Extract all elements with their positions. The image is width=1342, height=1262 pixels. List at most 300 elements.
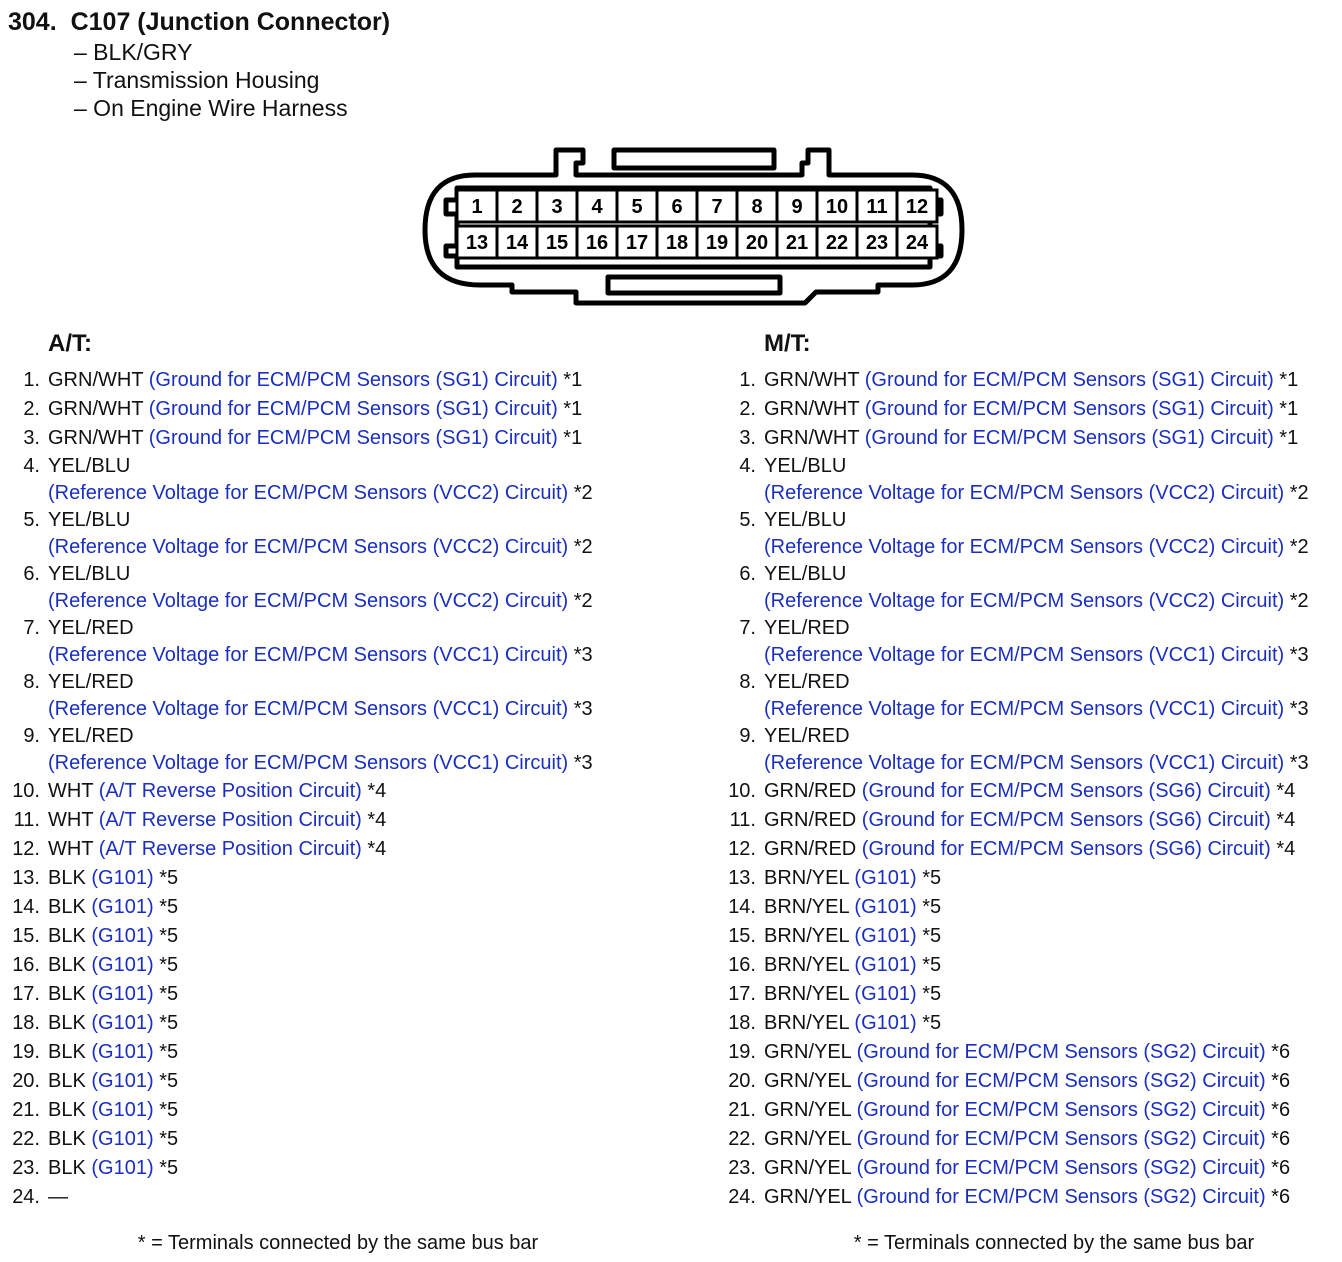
pin-number: 5.: [739, 509, 756, 531]
pin-row: [724, 893, 1342, 922]
pin-number: 4.: [739, 455, 756, 477]
pin-number: 15.: [12, 925, 40, 947]
terminal-cavity: [617, 226, 657, 258]
bus-bar-note: *1: [563, 427, 583, 449]
pin-row: [724, 424, 1342, 453]
circuit-description: (Reference Voltage for ECM/PCM Sensors (VCC2) Circuit): [764, 590, 1285, 612]
bus-bar-note: *5: [159, 954, 179, 976]
wire-color: BRN/YEL: [764, 954, 849, 976]
pin-number: 21.: [12, 1099, 40, 1121]
pin-number: 10.: [12, 780, 40, 802]
pin-row: [724, 1096, 1342, 1125]
pin-number: 12.: [728, 838, 756, 860]
bus-bar-note: *5: [159, 983, 179, 1005]
circuit-description: (G101): [854, 867, 917, 889]
pin-row: [8, 561, 658, 615]
pin-row: [8, 1125, 658, 1154]
circuit-description: (Reference Voltage for ECM/PCM Sensors (VCC2) Circuit): [48, 536, 569, 558]
wire-color: GRN/YEL: [764, 1128, 852, 1150]
circuit-description: (Ground for ECM/PCM Sensors (SG1) Circuit): [148, 427, 558, 449]
wire-color: YEL/BLU: [48, 563, 131, 585]
wire-color: GRN/YEL: [764, 1070, 852, 1092]
wire-color: BRN/YEL: [764, 925, 849, 947]
wire-color: YEL/BLU: [48, 455, 131, 477]
pin-number: 23.: [728, 1157, 756, 1179]
bus-bar-note: *5: [922, 925, 942, 947]
circuit-description: (Reference Voltage for ECM/PCM Sensors (VCC1) Circuit): [764, 644, 1285, 666]
bus-bar-note: *6: [1271, 1099, 1291, 1121]
pin-row: [724, 561, 1342, 615]
bus-bar-note: *3: [573, 644, 593, 666]
wire-color: GRN/YEL: [764, 1157, 852, 1179]
pin-row: [724, 922, 1342, 951]
terminal-number: 13: [465, 232, 489, 254]
terminal-number: 24: [905, 232, 929, 254]
wire-color: WHT: [48, 838, 94, 860]
terminal-number: 1: [471, 196, 483, 218]
wire-color: GRN/YEL: [764, 1186, 852, 1208]
pin-number: 17.: [12, 983, 40, 1005]
wire-color: WHT: [48, 809, 94, 831]
pin-number: 19.: [728, 1041, 756, 1063]
pin-number: 24.: [12, 1186, 40, 1208]
terminal-cavity: [537, 190, 577, 222]
circuit-description: (Reference Voltage for ECM/PCM Sensors (VCC2) Circuit): [764, 536, 1285, 558]
pin-number: 2.: [23, 398, 40, 420]
pin-row: [8, 893, 658, 922]
pin-row: [724, 980, 1342, 1009]
pin-row: [724, 1154, 1342, 1183]
terminal-number: 8: [751, 196, 763, 218]
circuit-description: (G101): [91, 896, 154, 918]
mt-heading: M/T:: [764, 330, 811, 357]
wire-color: BLK: [48, 1012, 86, 1034]
pin-number: 9.: [23, 725, 40, 747]
wire-color: GRN/RED: [764, 838, 857, 860]
circuit-description: (G101): [854, 1012, 917, 1034]
terminal-number: 19: [705, 232, 729, 254]
terminal-cavity: [777, 226, 817, 258]
terminal-number: 5: [631, 196, 643, 218]
terminal-cavity: [457, 226, 497, 258]
pin-number: 7.: [739, 617, 756, 639]
location-detail: – Transmission Housing: [74, 67, 320, 93]
pin-row: [8, 1038, 658, 1067]
bus-bar-note: *4: [1276, 838, 1296, 860]
circuit-description: (Reference Voltage for ECM/PCM Sensors (VCC2) Circuit): [764, 482, 1285, 504]
wire-color: BRN/YEL: [764, 983, 849, 1005]
wire-color: BLK: [48, 1070, 86, 1092]
circuit-description: (G101): [91, 1157, 154, 1179]
terminal-number: 12: [905, 196, 929, 218]
pin-row: [8, 366, 658, 395]
terminal-cavity: [537, 226, 577, 258]
bus-bar-note: *2: [1289, 590, 1309, 612]
terminal-number: 9: [791, 196, 803, 218]
bus-bar-note: *2: [1289, 482, 1309, 504]
terminal-cavity: [737, 226, 777, 258]
circuit-description: (G101): [854, 896, 917, 918]
bus-bar-note: *6: [1271, 1186, 1291, 1208]
terminal-cavity: [857, 190, 897, 222]
circuit-description: (Ground for ECM/PCM Sensors (SG1) Circuit): [148, 398, 558, 420]
pin-number: 14.: [728, 896, 756, 918]
pin-row: [724, 777, 1342, 806]
pin-number: 12.: [12, 838, 40, 860]
pin-row: [724, 1067, 1342, 1096]
harness-detail: – On Engine Wire Harness: [74, 95, 348, 121]
pin-number: 4.: [23, 455, 40, 477]
pin-row: [8, 1096, 658, 1125]
bus-bar-note: *5: [922, 983, 942, 1005]
bus-bar-note: *5: [159, 1157, 179, 1179]
connector-name: C107 (Junction Connector): [70, 8, 391, 36]
terminal-number: 22: [825, 232, 849, 254]
circuit-description: (Reference Voltage for ECM/PCM Sensors (VCC1) Circuit): [764, 698, 1285, 720]
circuit-description: (G101): [91, 954, 154, 976]
mt-pin-list: [724, 366, 1342, 1212]
pin-row: [8, 1009, 658, 1038]
circuit-description: (Ground for ECM/PCM Sensors (SG1) Circuit): [864, 369, 1274, 391]
bus-bar-note: *5: [922, 896, 942, 918]
circuit-description: (Ground for ECM/PCM Sensors (SG1) Circuit): [864, 398, 1274, 420]
bus-bar-note: *6: [1271, 1157, 1291, 1179]
terminal-number: 15: [545, 232, 569, 254]
circuit-description: (Reference Voltage for ECM/PCM Sensors (VCC2) Circuit): [48, 482, 569, 504]
circuit-description: (Ground for ECM/PCM Sensors (SG6) Circuit): [861, 780, 1271, 802]
circuit-description: (Reference Voltage for ECM/PCM Sensors (VCC1) Circuit): [48, 698, 569, 720]
pin-row: [8, 864, 658, 893]
bus-bar-note: *2: [573, 482, 593, 504]
pin-row: [724, 395, 1342, 424]
pin-row: [724, 806, 1342, 835]
terminal-cavity: [497, 226, 537, 258]
bus-bar-note: *1: [1279, 398, 1299, 420]
circuit-description: (G101): [91, 1099, 154, 1121]
pin-row: [724, 1009, 1342, 1038]
connector-face-diagram: [0, 0, 1342, 320]
pin-number: 19.: [12, 1041, 40, 1063]
circuit-description: (Ground for ECM/PCM Sensors (SG2) Circuit): [856, 1099, 1266, 1121]
pin-row: [8, 424, 658, 453]
pin-number: 14.: [12, 896, 40, 918]
bus-bar-note: *5: [922, 954, 942, 976]
pin-row: [8, 723, 658, 777]
terminal-cavity: [497, 190, 537, 222]
bus-bar-note: *6: [1271, 1070, 1291, 1092]
wire-color: YEL/RED: [764, 725, 850, 747]
pin-row: [724, 366, 1342, 395]
pin-number: 1.: [739, 369, 756, 391]
at-footnote: * = Terminals connected by the same bus bar: [137, 1232, 539, 1254]
pin-number: 17.: [728, 983, 756, 1005]
bus-bar-note: *2: [1289, 536, 1309, 558]
circuit-description: (Ground for ECM/PCM Sensors (SG6) Circuit): [861, 838, 1271, 860]
pin-number: 20.: [728, 1070, 756, 1092]
bus-bar-note: *4: [367, 838, 387, 860]
pin-number: 23.: [12, 1157, 40, 1179]
at-pin-list: [8, 366, 658, 1212]
mt-footnote: * = Terminals connected by the same bus bar: [853, 1232, 1255, 1254]
wire-color: BLK: [48, 1041, 86, 1063]
pin-row: [8, 922, 658, 951]
pin-number: 8.: [739, 671, 756, 693]
circuit-description: (G101): [91, 925, 154, 947]
wire-color: BRN/YEL: [764, 867, 849, 889]
pin-row: [8, 1154, 658, 1183]
circuit-description: (Reference Voltage for ECM/PCM Sensors (VCC1) Circuit): [48, 644, 569, 666]
wire-color: BLK: [48, 983, 86, 1005]
wire-color: GRN/WHT: [764, 398, 860, 420]
pin-row: [8, 806, 658, 835]
circuit-description: (G101): [854, 954, 917, 976]
pin-number: 11.: [729, 809, 756, 831]
bus-bar-note: *5: [159, 925, 179, 947]
circuit-description: (Ground for ECM/PCM Sensors (SG6) Circuit): [861, 809, 1271, 831]
terminal-number: 3: [551, 196, 563, 218]
pin-number: 22.: [728, 1128, 756, 1150]
wire-color: YEL/BLU: [764, 509, 847, 531]
pin-number: 13.: [12, 867, 40, 889]
bus-bar-note: *3: [573, 698, 593, 720]
pin-row: [724, 453, 1342, 507]
pin-row: [724, 507, 1342, 561]
terminal-number: 16: [585, 232, 609, 254]
pin-row: [8, 951, 658, 980]
pin-row: [724, 615, 1342, 669]
bus-bar-note: *2: [573, 590, 593, 612]
circuit-description: (G101): [91, 983, 154, 1005]
wire-color: BLK: [48, 867, 86, 889]
pin-row: [724, 723, 1342, 777]
terminal-cavity: [617, 190, 657, 222]
wire-color: YEL/BLU: [48, 509, 131, 531]
pin-number: 16.: [728, 954, 756, 976]
wire-color: GRN/WHT: [48, 398, 144, 420]
terminal-number: 20: [745, 232, 769, 254]
pin-number: 21.: [728, 1099, 756, 1121]
pin-row: [8, 507, 658, 561]
wire-color: GRN/WHT: [764, 369, 860, 391]
terminal-cavity: [457, 190, 497, 222]
bus-bar-note: *5: [159, 1099, 179, 1121]
bus-bar-note: *5: [922, 867, 942, 889]
bus-bar-note: *3: [1289, 698, 1309, 720]
wire-color: WHT: [48, 780, 94, 802]
pin-row: [8, 395, 658, 424]
pin-number: 1.: [23, 369, 40, 391]
terminal-number: 7: [711, 196, 723, 218]
terminal-cavity: [777, 190, 817, 222]
terminal-cavity: [817, 190, 857, 222]
wire-color: GRN/RED: [764, 809, 857, 831]
pin-row: [8, 777, 658, 806]
terminal-cavity: [737, 190, 777, 222]
at-heading: A/T:: [48, 330, 92, 357]
pin-number: 18.: [12, 1012, 40, 1034]
pin-row: [8, 980, 658, 1009]
bus-bar-note: *3: [573, 752, 593, 774]
terminal-cavity: [857, 226, 897, 258]
pin-number: 22.: [12, 1128, 40, 1150]
bus-bar-note: *5: [159, 1012, 179, 1034]
pin-row: [8, 835, 658, 864]
item-number: 304.: [8, 8, 57, 36]
terminal-number: 2: [511, 196, 523, 218]
circuit-description: (A/T Reverse Position Circuit): [98, 809, 362, 831]
bus-bar-note: *3: [1289, 644, 1309, 666]
pin-row: [724, 669, 1342, 723]
wire-color: BLK: [48, 1128, 86, 1150]
bus-bar-note: *5: [159, 1070, 179, 1092]
wire-color: —: [48, 1186, 68, 1208]
pin-number: 3.: [739, 427, 756, 449]
pin-number: 3.: [23, 427, 40, 449]
wire-color: YEL/RED: [48, 617, 134, 639]
terminal-number: 18: [665, 232, 689, 254]
circuit-description: (Reference Voltage for ECM/PCM Sensors (VCC1) Circuit): [764, 752, 1285, 774]
pin-number: 24.: [728, 1186, 756, 1208]
circuit-description: (Ground for ECM/PCM Sensors (SG1) Circuit): [864, 427, 1274, 449]
wire-color: YEL/RED: [48, 725, 134, 747]
bus-bar-note: *4: [1276, 809, 1296, 831]
circuit-description: (Ground for ECM/PCM Sensors (SG2) Circuit): [856, 1128, 1266, 1150]
pin-number: 9.: [739, 725, 756, 747]
wire-color-detail: – BLK/GRY: [74, 39, 193, 65]
bus-bar-note: *4: [1276, 780, 1296, 802]
pin-number: 6.: [739, 563, 756, 585]
bus-bar-note: *2: [573, 536, 593, 558]
wire-color: YEL/RED: [764, 617, 850, 639]
pin-number: 20.: [12, 1070, 40, 1092]
wire-color: BLK: [48, 954, 86, 976]
terminal-cavity: [577, 190, 617, 222]
pin-row: [724, 1183, 1342, 1212]
circuit-description: (G101): [91, 1012, 154, 1034]
terminal-cavity: [577, 226, 617, 258]
key-slot: [608, 277, 780, 293]
pin-row: [724, 864, 1342, 893]
pin-row: [724, 1038, 1342, 1067]
bus-bar-note: *1: [563, 398, 583, 420]
circuit-description: (G101): [91, 1070, 154, 1092]
terminal-cavity: [657, 190, 697, 222]
wire-color: GRN/RED: [764, 780, 857, 802]
pin-row: [8, 453, 658, 507]
circuit-description: (Ground for ECM/PCM Sensors (SG1) Circuit): [148, 369, 558, 391]
terminal-number: 10: [825, 196, 849, 218]
pin-number: 10.: [728, 780, 756, 802]
wire-color: BRN/YEL: [764, 1012, 849, 1034]
circuit-description: (G101): [91, 867, 154, 889]
pin-row: [724, 835, 1342, 864]
lock-bar: [614, 150, 774, 168]
bus-bar-note: *5: [159, 867, 179, 889]
pin-row: [8, 1067, 658, 1096]
circuit-description: (G101): [854, 925, 917, 947]
circuit-description: (Ground for ECM/PCM Sensors (SG2) Circuit): [856, 1041, 1266, 1063]
bus-bar-note: *1: [1279, 369, 1299, 391]
wire-color: YEL/BLU: [764, 563, 847, 585]
wire-color: BLK: [48, 896, 86, 918]
bus-bar-note: *1: [563, 369, 583, 391]
wire-color: GRN/YEL: [764, 1099, 852, 1121]
terminal-number: 4: [591, 196, 603, 218]
wire-color: GRN/YEL: [764, 1041, 852, 1063]
pin-number: 6.: [23, 563, 40, 585]
pin-row: [8, 1183, 658, 1212]
wire-color: BLK: [48, 1157, 86, 1179]
pin-number: 11.: [13, 809, 40, 831]
circuit-description: (G101): [91, 1041, 154, 1063]
circuit-description: (Ground for ECM/PCM Sensors (SG2) Circuit): [856, 1186, 1266, 1208]
wire-color: GRN/WHT: [48, 427, 144, 449]
circuit-description: (Ground for ECM/PCM Sensors (SG2) Circuit): [856, 1070, 1266, 1092]
bus-bar-note: *3: [1289, 752, 1309, 774]
circuit-description: (Reference Voltage for ECM/PCM Sensors (VCC2) Circuit): [48, 590, 569, 612]
wire-color: YEL/BLU: [764, 455, 847, 477]
pin-number: 8.: [23, 671, 40, 693]
terminal-cavity: [897, 226, 937, 258]
wire-color: YEL/RED: [48, 671, 134, 693]
bus-bar-note: *6: [1271, 1128, 1291, 1150]
circuit-description: (A/T Reverse Position Circuit): [98, 780, 362, 802]
terminal-cavity: [697, 226, 737, 258]
pin-number: 18.: [728, 1012, 756, 1034]
circuit-description: (A/T Reverse Position Circuit): [98, 838, 362, 860]
terminal-cavity: [657, 226, 697, 258]
wire-color: BLK: [48, 925, 86, 947]
circuit-description: (Reference Voltage for ECM/PCM Sensors (VCC1) Circuit): [48, 752, 569, 774]
bus-bar-note: *5: [159, 1041, 179, 1063]
pin-row: [724, 951, 1342, 980]
wire-color: GRN/WHT: [48, 369, 144, 391]
terminal-number: 14: [505, 232, 529, 254]
circuit-description: (G101): [91, 1128, 154, 1150]
pin-number: 16.: [12, 954, 40, 976]
wire-color: BLK: [48, 1099, 86, 1121]
bus-bar-note: *4: [367, 809, 387, 831]
terminal-cavity: [817, 226, 857, 258]
bus-bar-note: *1: [1279, 427, 1299, 449]
bus-bar-note: *5: [159, 1128, 179, 1150]
wire-color: YEL/RED: [764, 671, 850, 693]
terminal-number: 11: [866, 196, 888, 218]
terminal-cavity: [697, 190, 737, 222]
circuit-description: (Ground for ECM/PCM Sensors (SG2) Circuit): [856, 1157, 1266, 1179]
pin-number: 15.: [728, 925, 756, 947]
bus-bar-note: *5: [159, 896, 179, 918]
pin-row: [724, 1125, 1342, 1154]
pin-row: [8, 615, 658, 669]
terminal-number: 23: [865, 232, 889, 254]
wire-color: BRN/YEL: [764, 896, 849, 918]
terminal-number: 21: [785, 232, 809, 254]
circuit-description: (G101): [854, 983, 917, 1005]
bus-bar-note: *4: [367, 780, 387, 802]
pin-number: 7.: [23, 617, 40, 639]
terminal-cavity: [897, 190, 937, 222]
terminal-number: 6: [671, 196, 683, 218]
pin-number: 13.: [728, 867, 756, 889]
pin-row: [8, 669, 658, 723]
pin-number: 5.: [23, 509, 40, 531]
bus-bar-note: *6: [1271, 1041, 1291, 1063]
terminal-number: 17: [625, 232, 649, 254]
bus-bar-note: *5: [922, 1012, 942, 1034]
pin-number: 2.: [739, 398, 756, 420]
wire-color: GRN/WHT: [764, 427, 860, 449]
